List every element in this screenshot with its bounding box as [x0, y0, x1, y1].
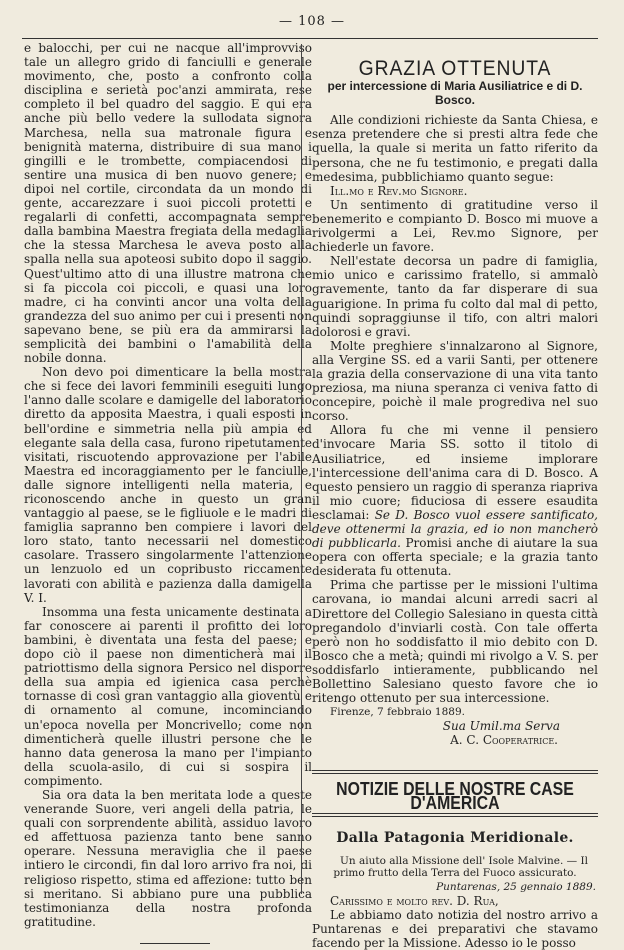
section-rule	[312, 770, 598, 774]
paragraph-text: Promisi anche di aiutare la sua opera con offerta speciale; e la grazia tanto desiderata fu ottenuta.	[312, 536, 598, 579]
paragraph: Prima che partisse per le missioni l'ultima carovana, io mandai alcuni arredi sacri al Direttore del Collegio Salesiano in questa città pregandolo d'inviarli costà. Con tale offerta però non ho soddisfatto il mio debito con D. Bosco che a metà; quindi mi rivolgo a V. S. per soddisfarlo intieramente, pubblicando nel Bollettino Salesiano questo favore che io ritengo ottenuto per sua intercessione.	[312, 578, 598, 706]
section-subtitle: Dalla Patagonia Meridionale.	[336, 829, 574, 846]
letter-date: Puntarenas, 25 gennaio 1889.	[436, 880, 596, 893]
paragraph: e balocchi, per cui ne nacque all'improvviso tale un allegro grido di fanciulli e generale movimento, che, posto a confronto colla disciplina e serietà poc'anzi ammirata, rese completo il bel quadro del saggio. E qui era anche più bello vedere la sullodata signora Marchesa, nella sua matronale figura e benignità materna, distribuire di sua mano i gingilli e le trombette, compiacendosi di sentire una musica di ben nuovo genere; e dipoi nel cortile, circondata da un mondo di gente, accarezzare i suoi piccoli protetti e regalarli di confetti, accompagnata sempre dalla bambina Maestra fregiata della medaglia che la stessa Marchesa le aveva posto alla spalla nella sua apoteosi subito dopo il saggio. Quest'ultimo atto di una illustre matrona che si fa piccola coi piccoli, e quasi una loro madre, ci ha convinti ancor una volta della grandezza del suo animo per cui i presenti non sapevano bene, se più era da ammirarsi la semplicità dei bambini o l'amabilità della nobile donna.	[24, 41, 312, 366]
top-rule	[22, 38, 598, 39]
paragraph: Sia ora data la ben meritata lode a queste venerande Suore, veri angeli della patria, le quali con sorprendente abilità, assiduo lavoro ed affettuosa pazienza tanto bene sanno operare. Nessuna meraviglia che il paese intiero le circondi, fin dal loro arrivo fra noi, di religioso rispetto, stima ed affezione: tutto ben si meritano. Si abbiano pure una pubblica testimonianza della nostra profonda gratitudine.	[24, 787, 312, 929]
section-title: NOTIZIE DELLE NOSTRE CASE D'AMERICA	[336, 778, 574, 813]
paragraph: Nell'estate decorsa un padre di famiglia, mio unico e carissimo fratello, si ammalò gravemente, tanto da far disperare di sua guarigione. In prima fu colto dal mal di petto, quindi sopraggiunse il tifo, con altri malori dolorosi e gravi.	[312, 254, 598, 339]
signature-line: Sua Umil.ma Serva	[442, 719, 560, 734]
summary: Un aiuto alla Missione dell' Isole Malvine. — Il primo frutto della Terra del Fuoco assicurato.	[333, 854, 588, 880]
paragraph: Insomma una festa unicamente destinata a far conoscere ai parenti il profitto dei loro bambini, è diventata una festa del paese; e dopo ciò il paese non dimenticherà mai il patriottismo della signora Persico nel disporre della sua ampia ed igienica casa perchè tornasse di così gran vantaggio alla gioventù e di ornamento al comune, incominciando un'epoca novella per Moncrivello; come non dimenticherà quelle illustri persone che le hanno data generosa la mano per l'impianto della scuola-asilo, di cui si sospira il compimento.	[24, 604, 312, 788]
section-rule	[312, 813, 598, 817]
signature-name: A. C. Cooperatrice.	[450, 733, 558, 748]
paragraph: Un sentimento di gratitudine verso il benemerito e compianto D. Bosco mi muove a rivolgermi a Lei, Rev.mo Signore, per chiederle un favore.	[312, 197, 598, 255]
left-column	[24, 41, 312, 944]
letter-salutation: Ill.mo e Rev.mo Signore.	[330, 183, 468, 198]
paragraph: Non devo poi dimenticare la bella mostra che si fece dei lavori femminili eseguiti lungo l'anno dalle scolare e damigelle del laboratorio diretto da apposita Maestra, i quali esposti in bell'ordine e simmetria nella più ampia ed elegante sala della casa, furono ripetutamente visitati, riscuotendo approvazione per l'abile Maestra ed incoraggiamento per le fanciulle, dalle signore intelligenti nella materia, e riconoscendo anche in questo un gran vantaggio al paese, se le figliuole e le madri di famiglia sapranno ben compiere i lavori del loro stato, tanto necessarii nel domestico casolare. Trassero singolarmente l'attenzione un lenzuolo ed un copribusto riccamente lavorati con abilità e pazienza dalla damigella V. I.	[24, 365, 312, 605]
letter-date: Firenze, 7 febbraio 1889.	[330, 706, 465, 719]
column-divider	[301, 44, 302, 894]
italic-quote: Se D. Bosco vuol essere santificato, deve ottenermi la grazia, ed io non mancherò di pubblicarla.	[312, 507, 598, 551]
paragraph-text: Allora fu che mi venne il pensiero d'invocare Maria SS. sotto il titolo di Ausiliatrice, ed insieme implorare l'intercessione dell'anima cara di D. Bosco. A questo pensiero un raggio di speranza riapriva il mio cuore; fiduciosa di essere esaudita esclamai:	[312, 423, 598, 522]
paragraph: Alle condizioni richieste da Santa Chiesa, e senza pretendere che si presti altra fede che quella, la quale si merita un fatto riferito da persona, che ne fu testimonio, e pregati dalla medesima, pubblichiamo quanto segue:	[312, 113, 598, 184]
page-number: — 108 —	[278, 14, 346, 29]
article-subtitle: per intercessione di Maria Ausiliatrice e di D. Bosco.	[327, 79, 583, 108]
letter-salutation: Carissimo e molto rev. D. Rua,	[330, 893, 499, 908]
paragraph: Le abbiamo dato notizia del nostro arrivo a Puntarenas e dei preparativi che stavamo facendo per la Missione. Adesso io le posso	[312, 907, 598, 950]
article-title: GRAZIA OTTENUTA	[358, 57, 552, 80]
right-column	[312, 41, 598, 950]
end-separator	[140, 943, 210, 944]
paragraph	[312, 423, 598, 578]
paragraph: Molte preghiere s'innalzarono al Signore, alla Vergine SS. ed a varii Santi, per ottenere la grazia della conservazione di una vita tanto preziosa, ma niuna speranza ci veniva fatto di concepire, poichè il male progrediva nel suo corso.	[312, 338, 598, 424]
